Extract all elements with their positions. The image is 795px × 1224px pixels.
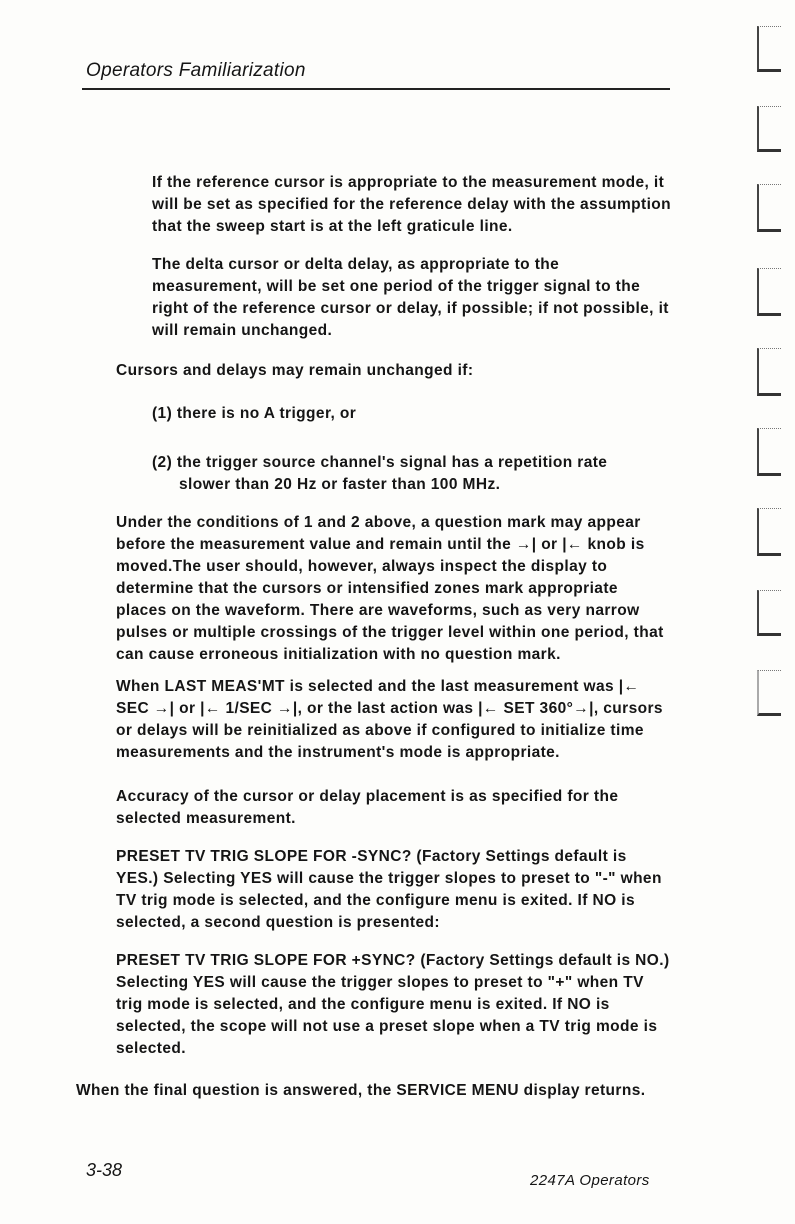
binding-edge-mark [757, 348, 781, 396]
binding-edge-mark [757, 428, 781, 476]
paragraph-delta-cursor: The delta cursor or delta delay, as appropriate to the measurement, will be set one period of the trigger signal to the right of the reference cursor or delay, if possible; if not possible, it will remain unchanged. [152, 256, 669, 339]
paragraph-preset-plus-sync: PRESET TV TRIG SLOPE FOR +SYNC? (Factory Settings default is NO.) Selecting YES will cause the trigger slopes to preset to "+" when TV trig mode is selected, and the configure menu is exited. If NO is selected, the scope will not use a preset slope when a TV trig mode is selected. [116, 952, 670, 1057]
condition-item-2-line-2: slower than 20 Hz or faster than 100 MHz. [179, 476, 501, 493]
page-number: 3-38 [86, 1160, 123, 1180]
condition-item-1: (1) there is no A trigger, or [152, 405, 357, 422]
paragraph-last-meas: When LAST MEAS'MT is selected and the last measurement was |← SEC →| or |← 1/SEC →|, or the last action was |← SET 360°→|, cursors or delays will be reinitialized as above if configured to initialize time measurements and the instrument's mode is appropriate. [116, 678, 663, 761]
binding-edge-mark [757, 184, 781, 232]
binding-edge-mark [757, 268, 781, 316]
binding-edge-mark [757, 670, 781, 716]
binding-edge-mark [757, 590, 781, 636]
binding-edge-mark [757, 26, 781, 72]
header-rule [82, 88, 670, 90]
paragraph-remain-intro: Cursors and delays may remain unchanged if: [116, 362, 474, 379]
manual-title: 2247A Operators [530, 1172, 650, 1189]
condition-item-2 [152, 452, 632, 496]
page-header-title: Operators Familiarization [86, 60, 306, 81]
binding-edge-mark [757, 508, 781, 556]
binding-edge-mark [757, 106, 781, 152]
paragraph-reference-cursor: If the reference cursor is appropriate to the measurement mode, it will be set as specified for the reference delay with the assumption that the sweep start is at the left graticule line. [152, 174, 672, 235]
condition-item-2-line-1: (2) the trigger source channel's signal has a repetition rate [152, 454, 608, 471]
paragraph-preset-minus-sync: PRESET TV TRIG SLOPE FOR -SYNC? (Factory Settings default is YES.) Selecting YES will cause the trigger slopes to preset to "-" when TV trig mode is selected, and the configure menu is exited. If NO is selected, a second question is presented: [116, 848, 662, 931]
paragraph-final: When the final question is answered, the SERVICE MENU display returns. [76, 1082, 646, 1099]
paragraph-accuracy: Accuracy of the cursor or delay placement is as specified for the selected measurement. [116, 788, 619, 827]
paragraph-under-conditions: Under the conditions of 1 and 2 above, a question mark may appear before the measurement value and remain until the →| or |← knob is moved.The user should, however, always inspect the display to determine that the cursors or intensified zones mark appropriate places on the waveform. There are waveforms, such as very narrow pulses or multiple crossings of the trigger level within one period, that can cause erroneous initialization with no question mark. [116, 514, 664, 663]
